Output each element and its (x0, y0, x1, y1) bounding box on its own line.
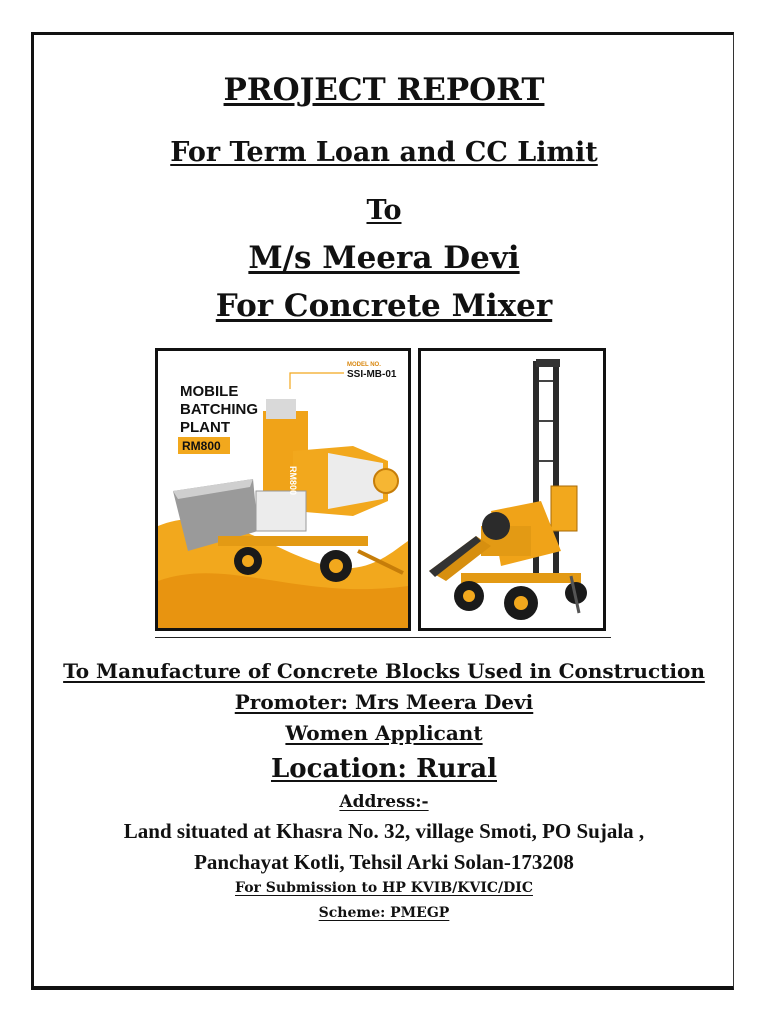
location: Location: Rural (270, 754, 497, 784)
plant-heading-line2: BATCHING (180, 401, 259, 418)
project-type: For Concrete Mixer (215, 288, 553, 324)
address-line-2: Panchayat Kotli, Tehsil Arki Solan-173208 (194, 850, 574, 874)
drum-marking: RM800 (288, 466, 298, 496)
project-purpose: To Manufacture of Concrete Blocks Used in Construction (63, 659, 705, 683)
batching-plant-photo (155, 348, 411, 631)
promoter-name: Promoter: Mrs Meera Devi (234, 690, 534, 714)
recipient-name: M/s Meera Devi (248, 240, 520, 276)
address-label: Address:- (339, 792, 429, 812)
to-label: To (366, 195, 402, 226)
divider-line (155, 637, 611, 638)
plant-tag: RM800 (182, 439, 221, 453)
report-title: PROJECT REPORT (223, 72, 545, 108)
plant-heading-line1: MOBILE (180, 383, 239, 400)
plant-heading-line3: PLANT (180, 419, 230, 436)
scheme-name: Scheme: PMEGP (318, 905, 450, 921)
model-label: MODEL NO. (347, 362, 381, 368)
concrete-mixer-lift-photo (418, 348, 606, 631)
submission-note: For Submission to HP KVIB/KVIC/DIC (235, 880, 533, 896)
address-line-1: Land situated at Khasra No. 32, village Smoti, PO Sujala , (123, 819, 645, 843)
model-number: SSI-MB-01 (347, 369, 397, 380)
applicant-type: Women Applicant (285, 721, 483, 745)
report-subtitle: For Term Loan and CC Limit (170, 137, 598, 168)
